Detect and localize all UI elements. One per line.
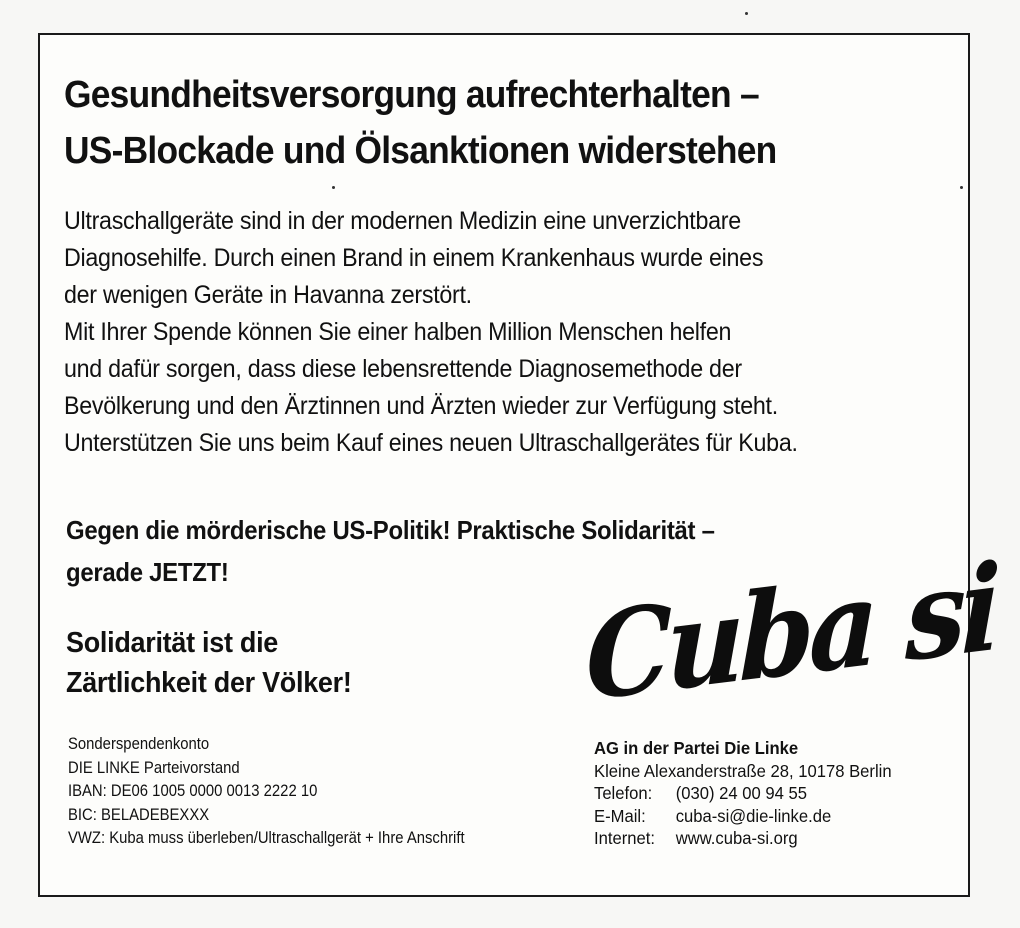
motto-line-1: Solidarität ist die — [66, 627, 279, 659]
headline-line-2: US-Blockade und Ölsanktionen widerstehen — [64, 130, 777, 172]
body-line: Mit Ihrer Spende können Sie einer halben Million Menschen helfen — [64, 318, 732, 346]
phone-number: (030) 24 00 94 55 — [675, 783, 807, 803]
motto — [66, 623, 494, 703]
web-label: Internet: — [594, 828, 656, 848]
headline — [64, 67, 882, 179]
body-line: der wenigen Geräte in Havanna zerstört. — [64, 281, 472, 309]
body-line: Bevölkerung und den Ärztinnen und Ärzten wieder zur Verfügung steht. — [64, 392, 778, 420]
cuba-si-logo — [585, 537, 997, 753]
motto-line-2: Zärtlichkeit der Völker! — [66, 667, 352, 699]
paper-speck — [332, 186, 335, 189]
organization-name: AG in der Partei Die Linke — [594, 738, 799, 758]
web-address: www.cuba-si.org — [675, 828, 798, 848]
advertisement-box — [38, 33, 997, 897]
logo-wordmark: Cuba si — [585, 537, 997, 728]
paper-speck — [745, 12, 748, 15]
body-line: Diagnosehilfe. Durch einen Brand in einem Krankenhaus wurde eines — [64, 244, 764, 272]
donation-account — [68, 733, 536, 851]
account-bic: BIC: BELADEBEXXX — [68, 805, 210, 824]
slogan-line-2: gerade JETZT! — [66, 557, 229, 587]
paper-speck — [960, 186, 963, 189]
account-purpose: VWZ: Kuba muss überleben/Ultraschallgerät + Ihre Anschrift — [68, 829, 465, 847]
organization-address: Kleine Alexanderstraße 28, 10178 Berlin — [594, 760, 892, 781]
account-holder: DIE LINKE Parteivorstand — [68, 758, 240, 777]
account-title: Sonderspendenkonto — [68, 735, 210, 753]
slogan-line-1: Gegen die mörderische US-Politik! Praktische Solidarität – — [66, 515, 715, 545]
body-line: Ultraschallgeräte sind in der modernen Medizin eine unverzichtbare — [64, 207, 741, 235]
body-line: und dafür sorgen, dass diese lebensrettende Diagnosemethode der — [64, 355, 742, 383]
organization-contact — [594, 737, 965, 850]
body-text — [64, 203, 901, 462]
phone-label: Telefon: — [594, 783, 653, 803]
web-row — [594, 827, 965, 850]
email-row — [594, 805, 965, 828]
email-label: E-Mail: — [594, 805, 646, 826]
headline-line-1: Gesundheitsversorgung aufrechterhalten – — [64, 74, 759, 116]
account-iban: IBAN: DE06 1005 0000 0013 2222 10 — [68, 782, 318, 800]
email-address: cuba-si@die-linke.de — [675, 805, 832, 826]
body-line: Unterstützen Sie uns beim Kauf eines neuen Ultraschallgerätes für Kuba. — [64, 429, 798, 457]
phone-row — [594, 782, 965, 805]
